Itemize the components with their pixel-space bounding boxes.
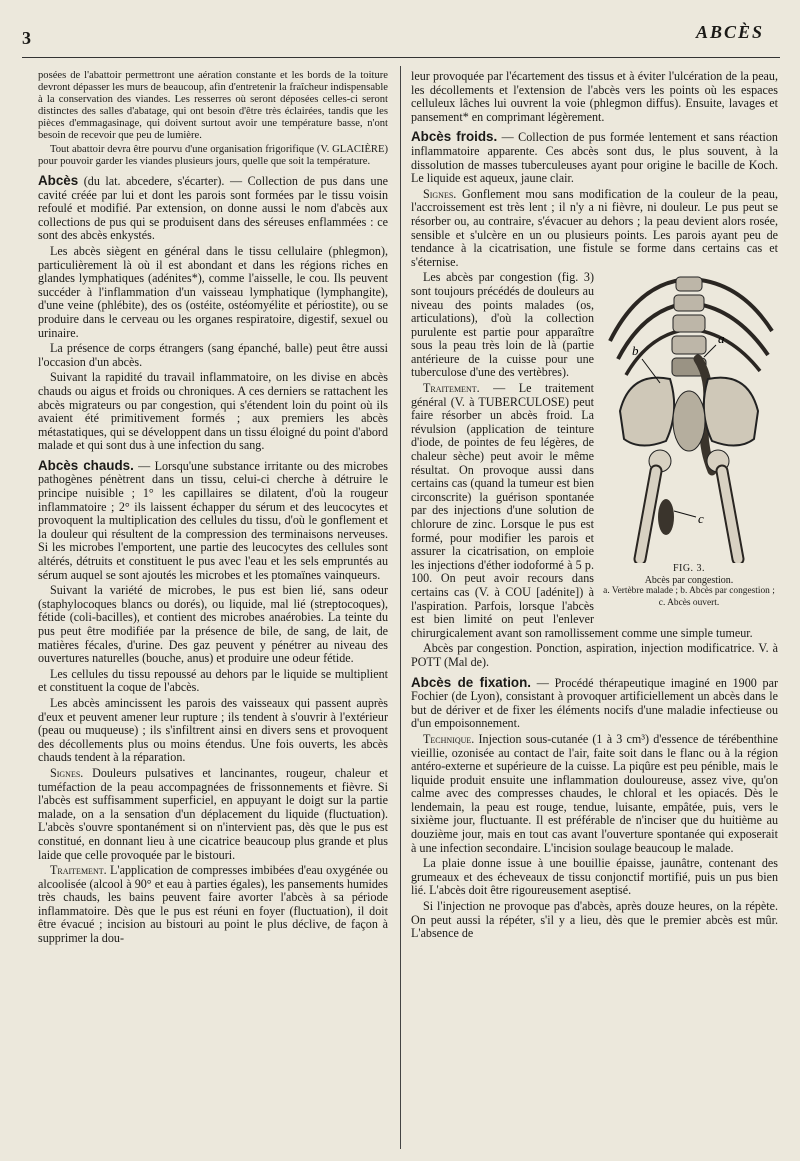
paragraph-abattoir-frigo: Tout abattoir devra être pourvu d'une organisation frigorifique (V. GLACIÈRE) pour pouvoir garder les viandes plusieurs jours, quelle que soit la température. [38,144,388,167]
paragraph-plaie: La plaie donne issue à une bouillie épaisse, jaunâtre, contenant des grumeaux et des écheveaux de tissu conjonctif mortifié, puis un pus bien lié. L'abcès doit être rigoureusement aseptisé. [411,856,778,898]
signes-chauds-text: Douleurs pulsatives et lancinantes, rougeur, chaleur et tuméfaction de la peau accompagnées de frissonnements et fièvre. Si l'abcès est suffisamment superficiel, en appuyant le doigt sur la partie malade, on a la sensation d'un déplacement du liquide (fluctuation). L'abcès s'ouvre spontanément si on n'intervient pas, dès que le pus est constitué, en donnant lieu à une cicatrice beaucoup plus grande et plus laide que celle provoquée par le bistouri. [38,765,388,862]
entry-abces-froids [411,130,778,185]
paragraph-vaisseaux: Les abcès amincissent les parois des vaisseaux qui passent auprès d'eux et peuvent amener leur rupture ; ils tendent à s'ouvrir à l'extérieur (peau ou muqueuse) ; ils s'infiltrent ainsi en divers sens et provoquent des décollements plus ou moins étendus. Une fois ouverts, les abcès chauds tendent à la réparation. [38,695,388,765]
header-rule [22,57,780,58]
paragraph-repetition: Si l'injection ne provoque pas d'abcès, après douze heures, on la répète. On peut aussi la répéter, s'il y a lieu, dès que le premier abcès est mûr. L'absence de [411,899,778,941]
figure-label-a: a [718,331,725,347]
figure-caption-subtitle: Abcès par congestion. [644,574,734,586]
paragraph-signes-chauds [38,767,388,862]
right-column [411,70,778,1152]
figure-caption-title: FIG. 3. [672,563,706,575]
paragraph-siege: Les abcès siègent en général dans le tissu cellulaire (phlegmon), particulièrement là où il est abondant et dans les régions riches en glandes lymphatiques (adénites*), comme l'aisselle, le cou. Ils peuvent succéder à l'inflammation d'un vaisseau lymphatique (lymphangite), d'une veine (phlébite), des os (ostéite, ostéomyélite et périostite), ou se produire dans le cerveau ou les organes respiratoire, digestif, sexuel ou urinaire. [38,243,388,340]
figure-caption [600,563,778,609]
page-number: 3 [22,28,31,48]
subhead-technique: Technique. [423,731,475,746]
headword-abces-fixation: Abcès de fixation. [411,674,532,690]
subhead-signes-froids: Signes. [423,186,457,201]
entry-abces-definition: (du lat. abcedere, s'écarter). — Collection de pus dans une cavité créée par lui et dont les parois sont formées par le tissu voisin refoulé et modifié. Par extension, on donne aussi le nom d'abcès aux collections de pus qui se produisent dans des séreuses enflammées : ce sont des abcès enkystés. [38,174,388,243]
figure-caption-legend: a. Vertèbre malade ; b. Abcès par congestion ; c. Abcès ouvert. [603,586,775,608]
signes-froids-text: Gonflement mou sans modification de la couleur de la peau, l'accroissement est très lent ; il n'y a ni fièvre, ni douleur. Le pus peut se résorber ou, au contraire, s'évacuer au dehors ; la peau devient alors rosée, sensible et s'ulcère en un ou plusieurs points. Les parois ayant peu de tendance à la cicatrisation, une fistule se forme dans certains cas et s'éternise. [411,186,778,269]
paragraph-traitement-chauds [38,864,388,946]
subhead-traitement-froids: Traitement. [423,381,480,396]
traitement-chauds-text: L'application de compresses imbibées d'eau oxygénée ou alcoolisée (alcool à 90° et eau à parties égales), les pansements humides très chauds, les bains peuvent faire avorter l'abcès à sa période inflammatoire. Dès que le pus est réuni en foyer (fluctuation), il doit être évacué ; incision au bistouri au point le plus déclive, de façon à supprimer la dou- [38,863,388,946]
figure-label-b: b [632,343,639,359]
running-title: ABCÈS [695,22,764,42]
paragraph-classification: Suivant la rapidité du travail inflammatoire, on les divise en abcès chauds ou aigus et froids ou chroniques. A ces derniers se rattachent les abcès migrateurs ou par congestion, qui s'étendent loin du point où ils avaient été primitivement formés ; aux premiers les abcès métastatiques, qui se développent dans un tissu éloigné du point d'abord malade et qui sont dus à une infection du sang. [38,370,388,453]
paragraph-corps-etrangers: La présence de corps étrangers (sang épanché, balle) peut être aussi l'occasion d'un abcès. [38,341,388,369]
entry-abces-fixation-text: — Procédé thérapeutique imaginé en 1900 par Fochier (de Lyon), consistant à provoquer artificiellement un abcès dans le but de dériver et de fixer les éléments nocifs d'une maladie infectieuse ou d'un empoisonnement. [411,675,778,731]
subhead-traitement: Traitement. [50,863,107,878]
entry-abces-chauds [38,459,388,582]
paragraph-coque: Les cellules du tissu repoussé au dehors par le liquide se multiplient et constituent la coque de l'abcès. [38,666,388,695]
entry-abces-chauds-text: — Lorsqu'une substance irritante ou des microbes pathogènes pénètrent dans un tissu, celui-ci cherche à détruire le principe nuisible ; 1° les capillaires se dilatent, d'où la rougeur inflammatoire ; 2° ils laissent échapper du sérum et des leucocytes et provoquent la multiplication des cellules du tissu, d'où le gonflement et la douleur qui résultent de la compression des terminaisons nerveuses. Si les microbes l'emportent, une partie des leucocytes des cellules sont altérés, détruits et constituent le pus avec l'eau et les sels empruntés au sérum auquel se sont ajoutés les microbes et les ptomaïnes vainqueurs. [38,458,388,582]
figure-3 [600,271,778,609]
technique-text: Injection sous-cutanée (1 à 3 cm³) d'essence de térébenthine vieillie, ozonisée au contact de l'air, faite soit dans le flanc ou à la région antéro-externe et supérieure de la cuisse. La piqûre est peu pénible, mais le liquide produit ensuite une inflammation douloureuse, assez vive, qu'on calme avec des compresses chaudes, le chloral et les opiacés. Dès le lendemain, la peau est rouge, tendue, luisante, empâtée, puis, vers le sixième jour, fluctuante. Il est préférable de n'inciser que du huitième au douzième jour, mais en tout cas avant l'ouverture spontanée qui exposerait à une infection secondaire. L'incision soulage beaucoup le malade. [411,731,778,855]
headword-abces: Abcès [38,173,79,188]
paragraph-abattoir: posées de l'abattoir permettront une aération constante et les bords de la toiture devront dépasser les murs de beaucoup, afin d'entretenir la fraîcheur indispensable à la conservation des viandes. Les resserres où seront déposées celles-ci seront distinctes des salles d'abatage, qui ont besoin d'être très éclairées, tandis que les pièces d'emmagasinage, qui doivent surtout avoir une température basse, n'ont besoin de recevoir que peu de lumière. [38,70,388,141]
traitement-froids-text: — Le traitement général (V. à TUBERCULOSE) peut faire résorber un abcès froid. La révulsion (application de teinture d'iode, de pointes de feu légères, de chaleur sèche) peut avoir le même résultat. On provoque aussi dans certains cas (quand la tumeur est bien circonscrite) la guérison spontanée par des injections d'une solution de chlorure de zinc. Lorsque le pus est formé, pour modifier les parois et assurer la cicatrisation, on emploie les injections d'éther iodoformé à 5 p. 100. On peut avoir recours dans certains cas (V. à COU [adénite]) à l'aspiration. Parfois, lorsque l'abcès est bien limité on peut l'enlever chirurgicalement avant son ramollissement comme une simple tumeur. [411,381,753,640]
entry-abces-froids-text: — Collection de pus formée lentement et sans réaction inflammatoire apparente. Ces abcès sont dus, le plus souvent, à la dissolution de masses tuberculeuses ayant pour origine le bacille de Koch. Le liquide est aqueux, jaune clair. [411,130,778,186]
headword-abces-chauds: Abcès chauds. [38,457,134,473]
figure-label-c: c [698,511,704,527]
left-column [38,70,388,1152]
headword-abces-froids: Abcès froids. [411,129,498,145]
paragraph-congestion-ponction: Abcès par congestion. Ponction, aspiration, injection modificatrice. V. à POTT (Mal de). [411,641,778,669]
paragraph-microbes: Suivant la variété de microbes, le pus est bien lié, sans odeur (staphylocoques blancs ou dorés), ou liquide, mal lié (streptocoques), fétide (coli-bacilles), et contient des microbes anaérobies. La teinte du pus peut être modifiée par la présence de bile, de sang, de lait, de matières fécales, d'urine. Des gaz peuvent y pénétrer au niveau des ouvertures naturelles (bouche, anus) et produire une odeur fétide. [38,583,388,666]
paragraph-signes-froids [411,188,778,270]
subhead-signes: Signes. [50,765,84,780]
entry-abces-fixation [411,676,778,731]
column-separator [400,66,401,1149]
paragraph-technique [411,733,778,855]
paragraph-par-congestion: Les abcès par congestion (fig. 3) sont toujours précédés de douleurs au niveau des points malades (os, articulations), d'où la collection purulente est partie pour apparaître sous la peau très loin de là (partie antérieure de la cuisse pour une tuberculose d'une des vertèbres). [411,270,594,380]
figure-3-illustration [600,271,778,563]
entry-abces [38,174,388,243]
paragraph-continuation: leur provoquée par l'écartement des tissus et à éviter l'ulcération de la peau, les décollements et l'extension de l'abcès vers les points où les espaces celluleux lâches lui ouvrent la voie (phlegmon diffus). Ensuite, lavages et pansement* en comprimant légèrement. [411,70,778,124]
